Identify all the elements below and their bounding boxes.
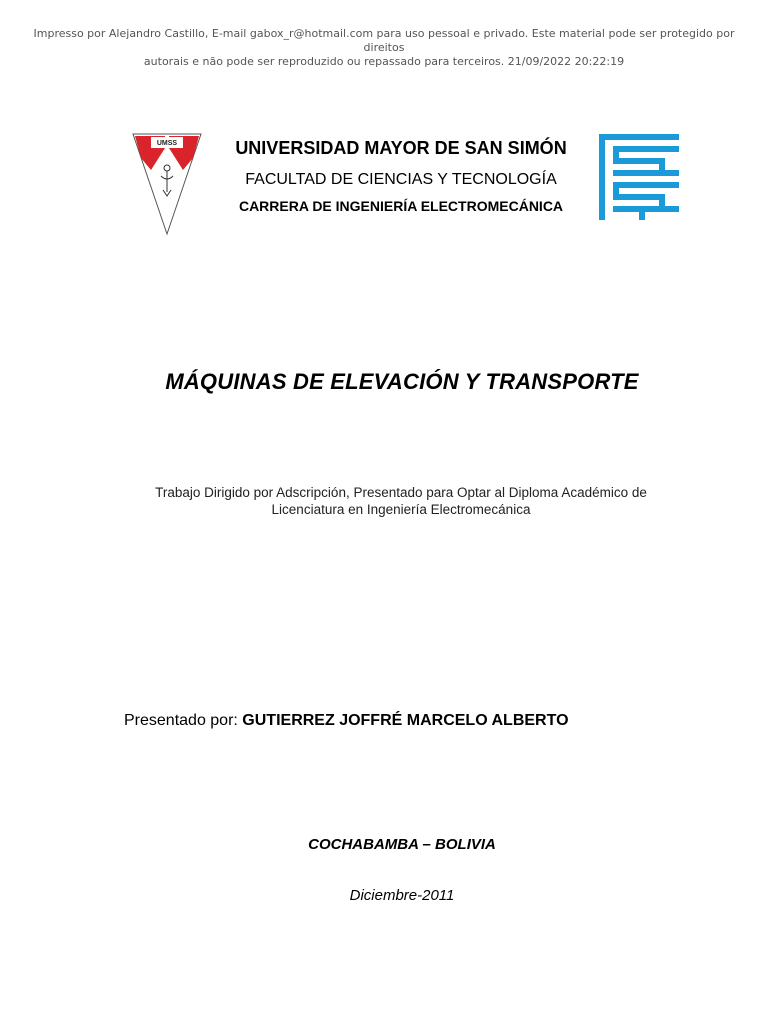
watermark-line-2: autorais e não pode ser reproduzido ou repassado para terceiros. 21/09/2022 20:22:19 xyxy=(143,55,625,68)
author-name: GUTIERREZ JOFFRÉ MARCELO ALBERTO xyxy=(242,712,569,729)
umss-logo-text: UMSS xyxy=(156,140,178,147)
presented-by xyxy=(124,712,569,730)
document-title: MÁQUINAS DE ELEVACIÓN Y TRANSPORTE xyxy=(165,369,639,394)
faculty-name: FACULTAD DE CIENCIAS Y TECNOLOGÍA xyxy=(245,171,557,188)
university-name: UNIVERSIDAD MAYOR DE SAN SIMÓN xyxy=(235,138,567,158)
umss-logo xyxy=(131,130,203,236)
watermark-line-1: Impresso por Alejandro Castillo, E-mail gabox_r@hotmail.com para uso pessoal e privado. Este material pode ser protegido por direitos xyxy=(33,27,735,54)
career-name: CARRERA DE INGENIERÍA ELECTROMECÁNICA xyxy=(238,198,564,214)
place: COCHABAMBA – BOLIVIA xyxy=(308,836,496,853)
watermark xyxy=(20,27,748,69)
document-subtitle xyxy=(100,484,702,518)
presented-label: Presentado por: xyxy=(124,712,243,729)
subtitle-line-1: Trabajo Dirigido por Adscripción, Presentado para Optar al Diploma Académico de xyxy=(155,485,647,500)
institution-header xyxy=(205,136,597,216)
subtitle-line-2: Licenciatura en Ingeniería Electromecánica xyxy=(271,502,531,517)
fcyt-logo xyxy=(597,132,681,222)
date: Diciembre-2011 xyxy=(349,887,455,904)
